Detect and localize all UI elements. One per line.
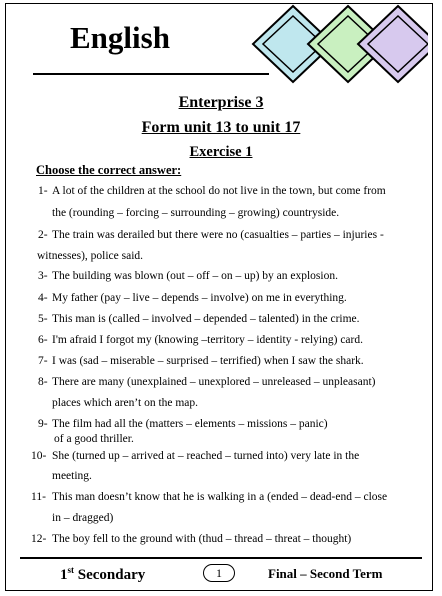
question-text: The film had all the (matters – elements – missions – panic) — [52, 418, 328, 430]
question-number: 1- — [38, 185, 48, 197]
question-number: 7- — [38, 355, 48, 367]
footer-rule — [20, 557, 422, 559]
diamond-decoration — [248, 4, 428, 84]
diamond-shape-3 — [358, 6, 428, 82]
question-text: places which aren’t on the map. — [52, 397, 199, 409]
subject-title: English — [70, 20, 170, 55]
grade-ordinal: 1 — [60, 567, 68, 583]
question-text: The train was derailed but there were no (casualties – parties – injuries - — [52, 229, 384, 241]
question-number: 9- — [38, 418, 48, 430]
question-text: of a good thriller. — [54, 433, 134, 445]
question-text: There are many (unexplained – unexplored – unreleased – unpleasant) — [52, 376, 376, 388]
question-number: 10- — [31, 450, 47, 462]
question-text: I'm afraid I forgot my (knowing –territory – identity - relying) card. — [52, 334, 363, 346]
instruction: Choose the correct answer: — [36, 163, 182, 177]
question-text: The building was blown (out – off – on – up) by an explosion. — [52, 270, 338, 282]
exercise-title: Exercise 1 — [189, 144, 253, 160]
grade-label — [60, 565, 145, 584]
grade-rest: Secondary — [77, 567, 146, 583]
question-number: 2- — [38, 229, 48, 241]
book-title: Enterprise 3 — [178, 94, 264, 111]
question-number: 3- — [38, 270, 48, 282]
question-text: witnesses), police said. — [37, 250, 144, 262]
question-text: This man is (called – involved – depended – talented) in the crime. — [52, 313, 360, 325]
unit-range: Form unit 13 to unit 17 — [141, 119, 301, 136]
question-text: the (rounding – forcing – surrounding – growing) countryside. — [52, 207, 340, 219]
question-text: The boy fell to the ground with (thud – thread – threat – thought) — [52, 533, 352, 545]
question-number: 6- — [38, 334, 48, 346]
question-text: in – dragged) — [52, 512, 114, 524]
question-number: 8- — [38, 376, 48, 388]
question-number: 12- — [31, 533, 47, 545]
term-label: Final – Second Term — [268, 566, 383, 581]
question-number: 4- — [38, 292, 48, 304]
question-text: My father (pay – live – depends – involve) on me in everything. — [52, 292, 347, 304]
question-text: A lot of the children at the school do not live in the town, but come from — [52, 185, 386, 197]
page-number: 1 — [203, 564, 235, 582]
question-text: meeting. — [52, 470, 92, 482]
grade-ordinal-suffix: st — [67, 565, 74, 575]
question-text: This man doesn’t know that he is walking in a (ended – dead-end – close — [52, 491, 388, 503]
header-underline — [33, 73, 269, 75]
question-text: She (turned up – arrived at – reached – turned into) very late in the — [52, 450, 360, 462]
question-number: 11- — [31, 491, 46, 503]
question-number: 5- — [38, 313, 48, 325]
question-text: I was (sad – miserable – surprised – terrified) when I saw the shark. — [52, 355, 364, 367]
